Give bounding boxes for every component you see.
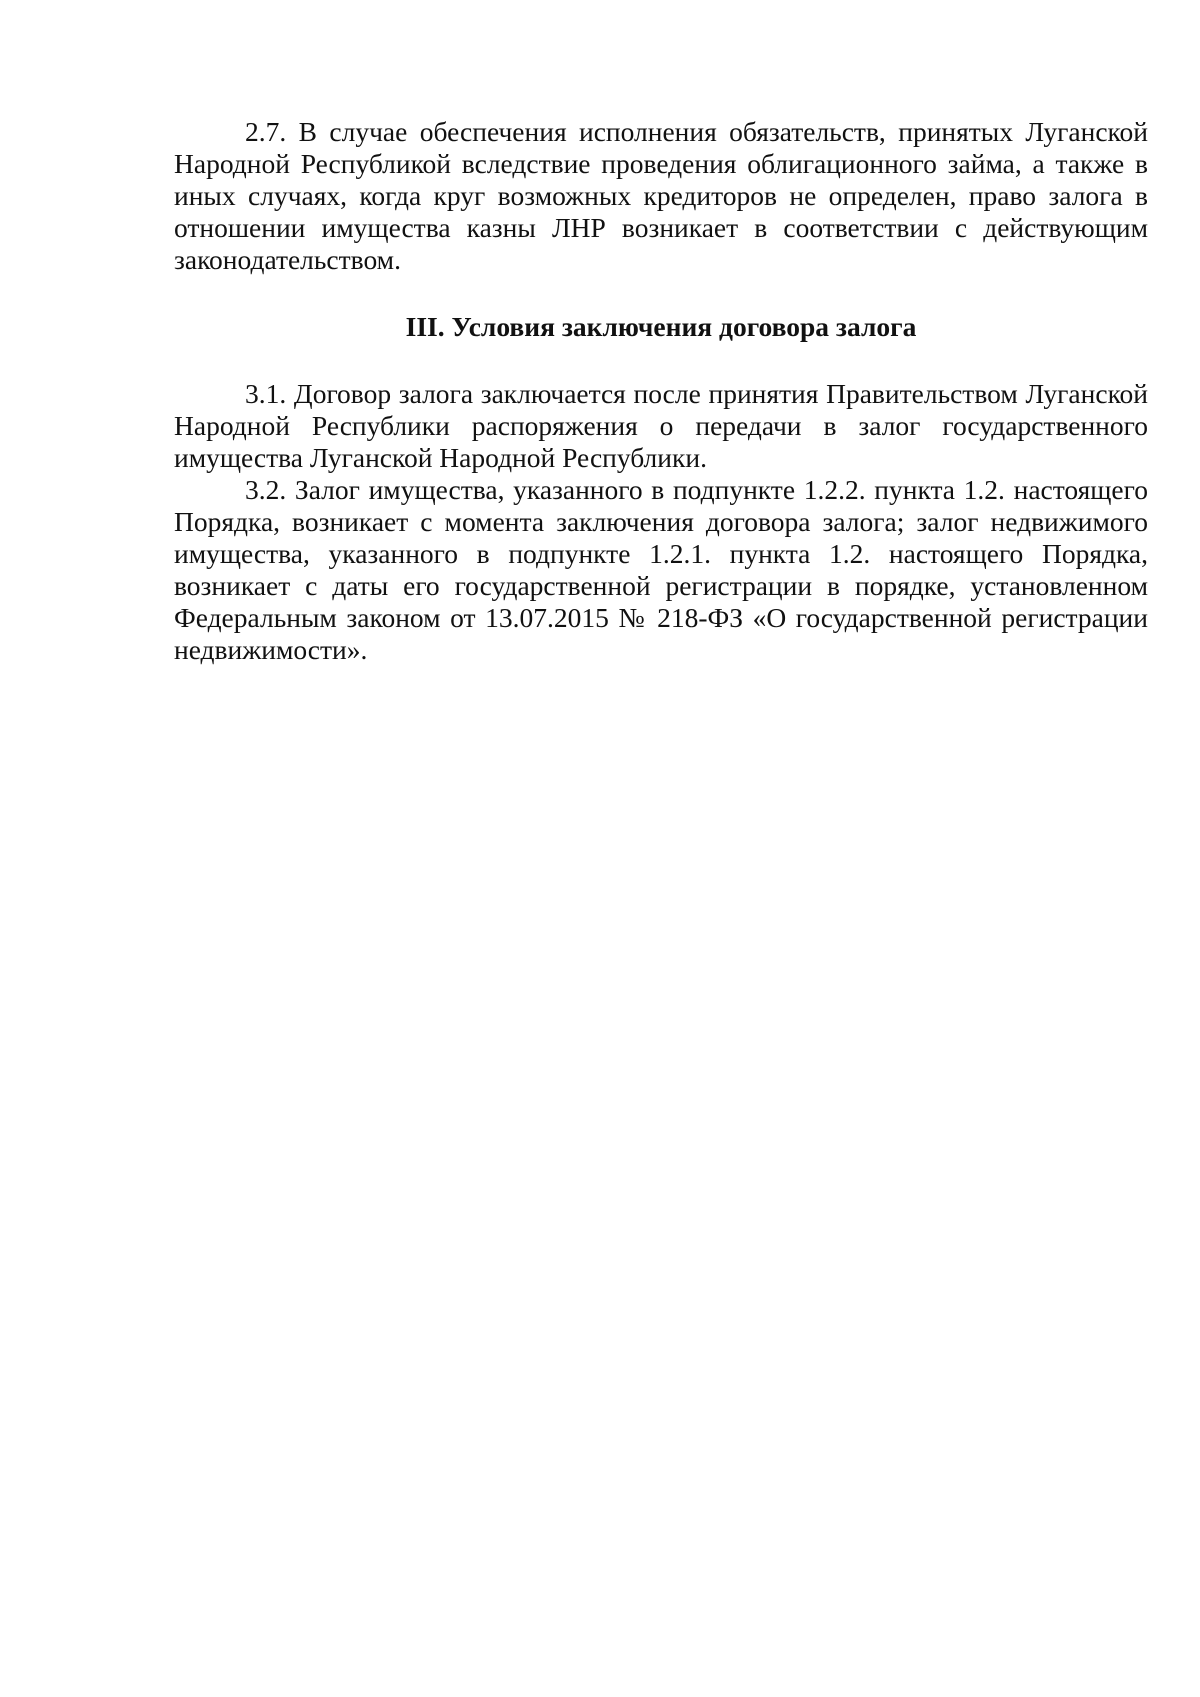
paragraph-2-7: 2.7. В случае обеспечения исполнения обязательств, принятых Луганской Народной Республикой вследствие проведения облигационного займа, а также в иных случаях, когда круг возможных кредиторов не определен, право залога в отношении имущества казны ЛНР возникает в соответствии с действующим законодательством. [174,116,1148,275]
document-page [174,116,1148,666]
paragraph-3-1: 3.1. Договор залога заключается после принятия Правительством Луганской Народной Республики распоряжения о передачи в залог государственного имущества Луганской Народной Республики. [174,378,1148,473]
paragraph-3-2: 3.2. Залог имущества, указанного в подпункте 1.2.2. пункта 1.2. настоящего Порядка, возникает с момента заключения договора залога; залог недвижимого имущества, указанного в подпункте 1.2.1. пункта 1.2. настоящего Порядка, возникает с даты его государственной регистрации в порядке, установленном Федеральным законом от 13.07.2015 № 218-ФЗ «О государственной регистрации недвижимости». [174,474,1148,665]
section-heading: III. Условия заключения договора залога [405,311,917,342]
